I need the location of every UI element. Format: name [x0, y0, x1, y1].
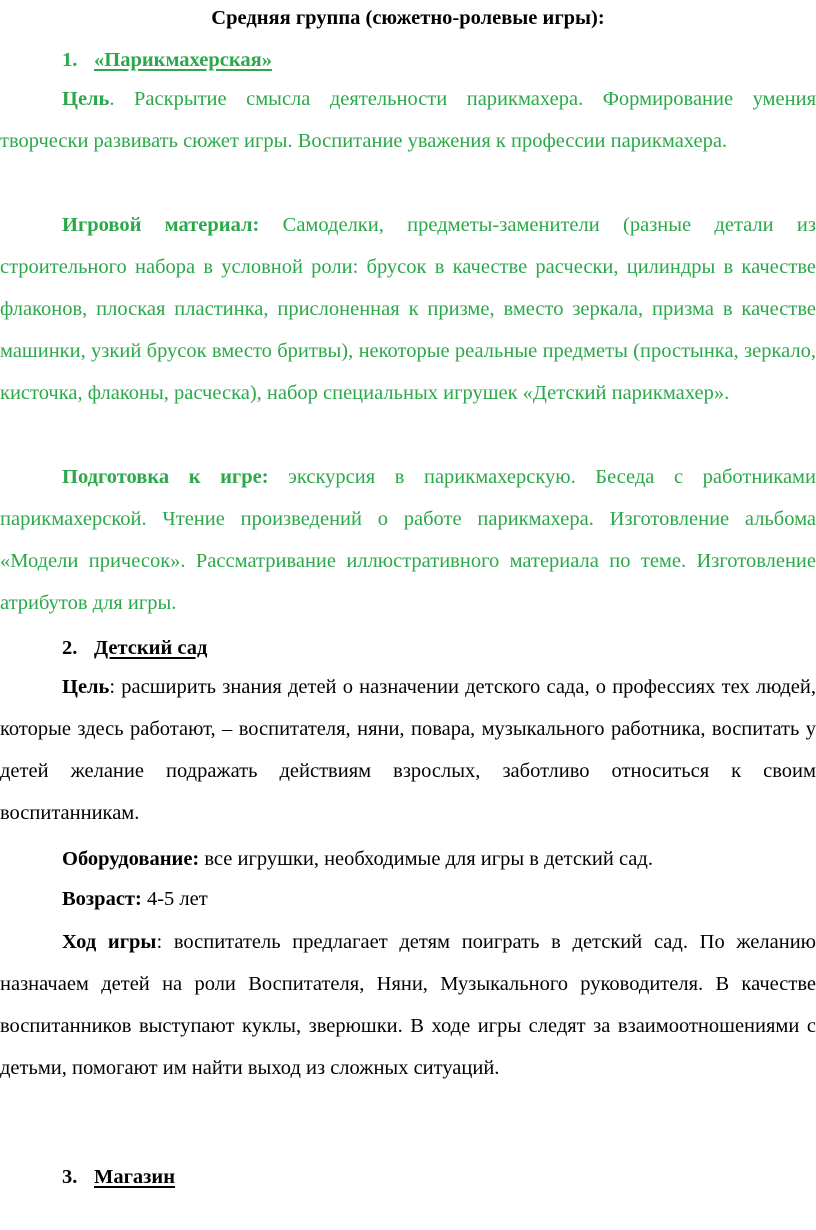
- game-2-age: [62, 885, 208, 913]
- game-2-equipment-label: Оборудование:: [62, 848, 200, 870]
- game-2-number: 2.: [62, 637, 78, 659]
- game-1-heading: [62, 46, 272, 74]
- game-1-material-text: Самоделки, предметы-заменители (разные детали из строительного набора в условной роли: брусок в качестве расчески, цилиндры в качестве флаконов, плоская пластинка, прислоненная к призме, вместо зеркала, призма в качестве машинки, узкий брусок вместо бритвы), некоторые реальные предметы (простынка, зеркало, кисточка, флаконы, расческа), набор специальных игрушек «Детский парикмахер».: [0, 214, 816, 404]
- game-3-name: Магазин: [94, 1166, 176, 1188]
- game-2-course-text: воспитатель предлагает детям поиграть в детский сад. По желанию назначаем детей на роли Воспитателя, Няни, Музыкального руководителя. В качестве воспитанников выступают куклы, зверюшки. В ходе игры следят за взаимоотношениями с детьми, помогают им найти выход из сложных ситуаций.: [0, 931, 816, 1079]
- game-1-number: 1.: [62, 49, 78, 71]
- game-1-material: [0, 204, 816, 414]
- game-2-age-label: Возраст:: [62, 888, 142, 910]
- game-2-equipment-text: все игрушки, необходимые для игры в детский сад.: [199, 848, 653, 870]
- page-title: Средняя группа (сюжетно-ролевые игры):: [211, 7, 605, 29]
- game-2-heading: [62, 634, 207, 662]
- game-1-name: «Парикмахерская»: [94, 49, 272, 71]
- game-1-goal-sep: .: [109, 88, 115, 110]
- game-1-goal-label: Цель: [62, 88, 110, 110]
- game-2-goal: [0, 666, 816, 834]
- game-1-goal-text: Раскрытие смысла деятельности парикмахера. Формирование умения творчески развивать сюжет игры. Воспитание уважения к профессии парикмахера.: [0, 88, 816, 152]
- game-1-preparation: [0, 456, 816, 624]
- game-2-course-label: Ход игры: [62, 931, 157, 953]
- game-2-course-sep: :: [156, 931, 163, 953]
- game-2-goal-label: Цель: [62, 676, 110, 698]
- game-2-goal-sep: :: [109, 676, 116, 698]
- game-1-material-label: Игровой материал:: [62, 214, 260, 236]
- game-2-name: Детский сад: [94, 637, 208, 659]
- game-3-number: 3.: [62, 1166, 78, 1188]
- game-2-equipment: [62, 845, 653, 873]
- game-3-heading: [62, 1163, 175, 1191]
- game-2-course: [0, 921, 816, 1089]
- game-1-prep-label: Подготовка к игре:: [62, 466, 269, 488]
- game-2-age-text: 4-5 лет: [141, 888, 208, 910]
- game-1-prep-text: экскурсия в парикмахерскую. Беседа с работниками парикмахерской. Чтение произведений о работе парикмахера. Изготовление альбома «Модели причесок». Рассматривание иллюстративного материала по теме. Изготовление атрибутов для игры.: [0, 466, 816, 614]
- game-1-goal: [0, 78, 816, 162]
- game-2-goal-text: расширить знания детей о назначении детского сада, о профессиях тех людей, которые здесь работают, – воспитателя, няни, повара, музыкального работника, воспитать у детей желание подражать действиям взрослых, заботливо относиться к своим воспитанникам.: [0, 676, 816, 824]
